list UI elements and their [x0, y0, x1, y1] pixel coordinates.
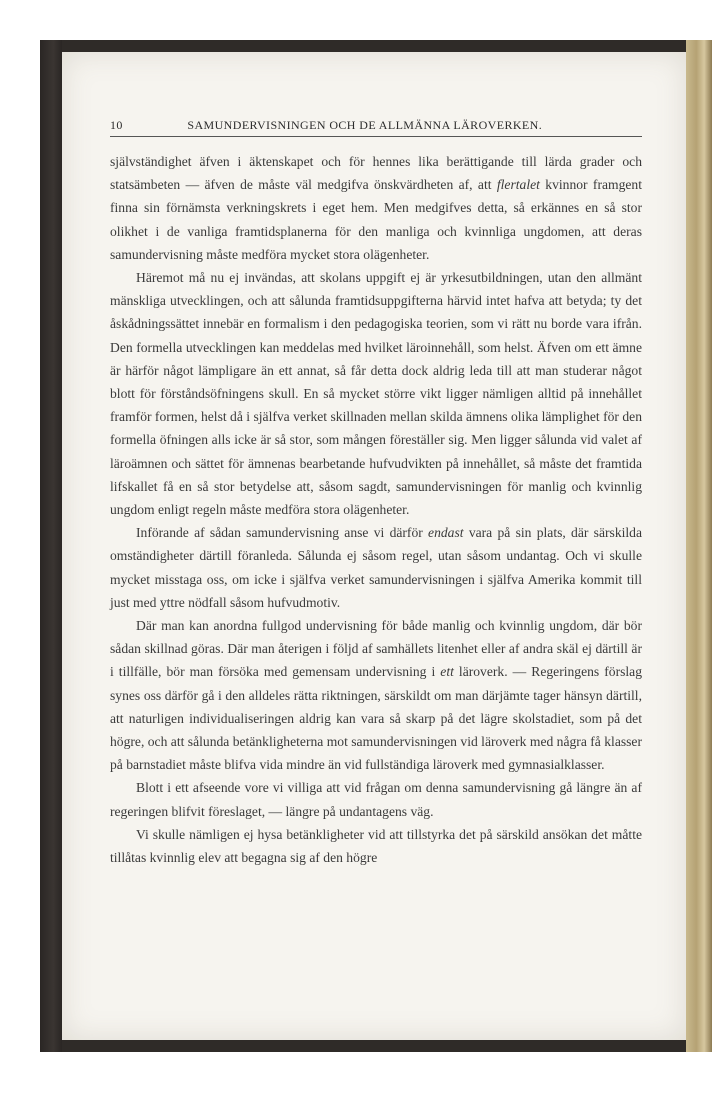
text-segment: Häremot må nu ej invändas, att skolans uppgift ej är yrkesutbildningen, utan den allmänt mänskliga utvecklingen, och att sålunda framtidsuppgifterna härvid intet hafva att betyda; ty det åskådningssättet innebär en formalism i den pedagogiska teorien, som vi rätt nu borde vara ifrån. Den formella utvecklingen kan meddelas med hvilket läroinnehåll, som helst. Äfven om ett ämne är härför något lämpligare än ett annat, så får detta dock aldrig leda till att man studerar något blott för förståndsöfningens skull. En så mycket större vikt ligger nämligen alltid på innehållet framför formen, helst då i själfva verket skillnaden mellan skilda ämnens olika lämplighet för den formella öfningen alls icke är så stor, som mången föreställer sig. Men ligger sålunda vid valet af läroämnen och sättet för ämnenas bearbetande hufvudvikten på innehållet, så måste det framtida lifskallet få en så stor betydelse att, såsom sagdt, samundervisningen för manlig och kvinnlig ungdom enligt regeln måste medföra stora olägenheter. — [110, 270, 642, 518]
paragraph — [110, 776, 642, 822]
paragraph — [110, 521, 642, 614]
italic-text: flertalet — [496, 177, 540, 193]
text-segment: Blott i ett afseende vore vi villiga att vid frågan om denna samundervisning gå längre än af regeringen blifvit föreslaget, — längre på undantagens väg. — [110, 780, 642, 819]
text-segment: Införande af sådan samundervisning anse vi därför — [136, 525, 429, 541]
book-cover-edge — [40, 40, 62, 1052]
page-header — [110, 118, 642, 137]
text-segment: kvinnor framgent finna sin förnämsta verkningskrets i eget hem. Men medgifves detta, så erkännes en så stor olikhet i de vanliga framtidsplanerna för den manliga och kvinnliga ungdomen, att deras samundervisning måste medföra mycket stora olägenheter. — [110, 177, 642, 262]
text-segment: vara på sin plats, där särskilda omständigheter därtill föranleda. Sålunda ej såsom regel, utan såsom undantag. Och vi skulle mycket misstaga oss, om icke i själfva verket samundervisningen i själfva Amerika kommit till just med yttre nödfall såsom hufvudmotiv. — [110, 525, 642, 610]
text-segment: Där man kan anordna fullgod undervisning för både manlig och kvinnlig ungdom, där bör sådan skillnad göras. Där man återigen i följd af samhällets litenhet eller af andra skäl ej därtill är i tillfälle, bör man försöka med gemensam undervisning i — [110, 618, 642, 680]
body-text — [110, 150, 642, 869]
paragraph — [110, 823, 642, 869]
paragraph — [110, 266, 642, 521]
paragraph — [110, 614, 642, 776]
paragraph — [110, 150, 642, 266]
running-title: SAMUNDERVISNINGEN OCH DE ALLMÄNNA LÄROVERKEN. — [187, 118, 543, 132]
text-segment: läroverk. — Regeringens förslag synes oss därför gå i den alldeles rätta riktningen, särskildt om man därjämte tager hänsyn därtill, att naturligen individualiseringen aldrig kan vara så skarp på det lägre skolstadiet, som på det högre, och att sålunda betänkligheterna mot samundervisningen vid läroverk med några få klasser på barnstadiet måste blifva vida mindre än vid fullständiga läroverk med gymnasialklasser. — [110, 664, 642, 773]
italic-text: ett — [440, 664, 454, 680]
page-number: 10 — [110, 118, 123, 132]
text-segment: självständighet äfven i äktenskapet och för hennes lika berättigande till lärda grader och statsämbeten — äfven de måste väl medgifva önskvärdheten af, att — [110, 154, 642, 193]
book-spine — [686, 40, 712, 1052]
text-segment: Vi skulle nämligen ej hysa betänkligheter vid att tillstyrka det på särskild ansökan det måtte tillåtas kvinnlig elev att begagna sig af den högre — [110, 826, 642, 866]
italic-text: endast — [428, 525, 464, 541]
